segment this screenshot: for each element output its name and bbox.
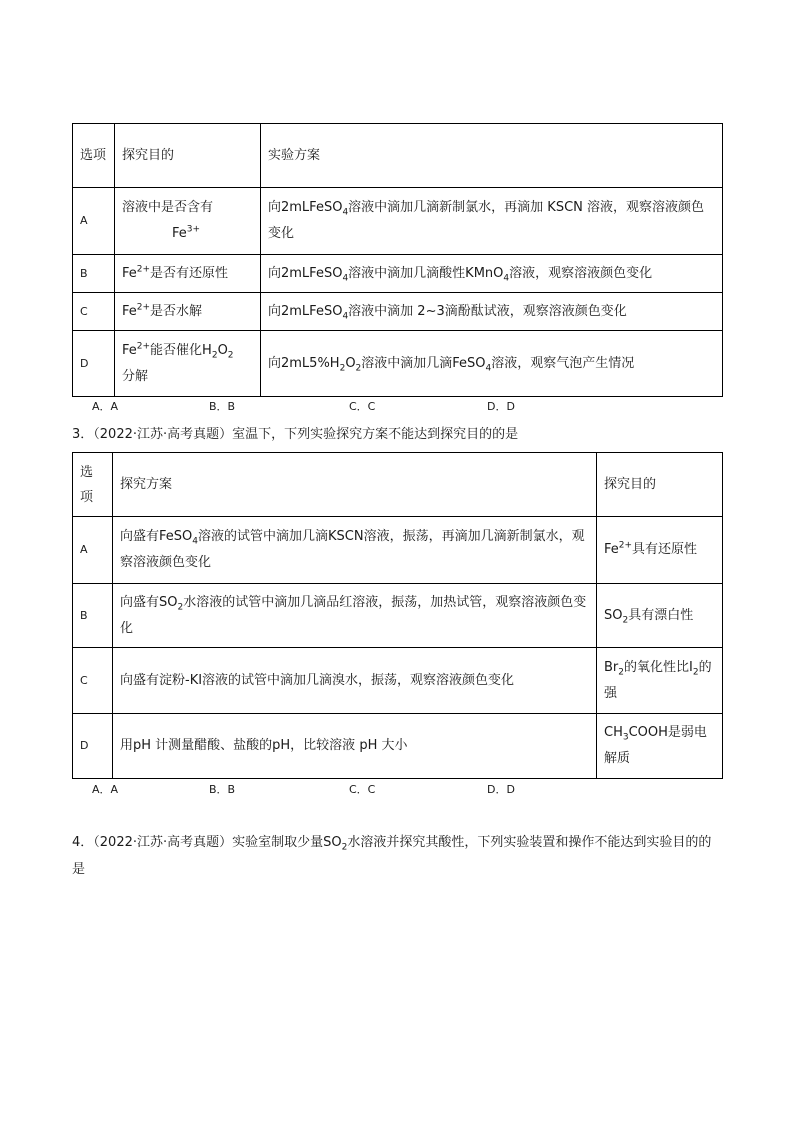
row-label: B	[73, 584, 113, 648]
plan-text: 溶液的试管中滴加几滴KSCN溶液，振荡，再滴加几滴新制氯水，观察溶液颜色变化	[120, 529, 585, 570]
purpose-text: 的强	[604, 659, 712, 701]
row-label: D	[73, 331, 115, 397]
choice-d[interactable]: D．D	[487, 783, 515, 796]
purpose-text: 溶液中是否含有	[122, 200, 214, 215]
choice-c[interactable]: C．C	[349, 400, 376, 413]
table-1	[72, 123, 723, 397]
row-label: D	[73, 714, 113, 779]
subscript: 2	[211, 350, 218, 361]
purpose-text: 是否水解	[150, 303, 203, 319]
purpose-cell	[597, 517, 723, 584]
purpose-cell	[115, 293, 261, 331]
header-purpose: 探究目的	[597, 453, 723, 517]
ion-charge: 2+	[136, 341, 151, 352]
table-row	[73, 188, 723, 255]
purpose-text: 是否有还原性	[150, 265, 229, 281]
ion-charge: 3+	[186, 224, 201, 235]
header-plan: 探究方案	[113, 453, 597, 517]
plan-cell	[261, 293, 723, 331]
purpose-cell	[597, 648, 723, 714]
purpose-text: 的氧化性比I	[624, 659, 693, 675]
plan-text: 溶液，观察气泡产生情况	[491, 355, 635, 371]
question-4-text: 水溶液并探究其酸性，下列实验装置和操作不能达到实验目的的是	[72, 835, 712, 877]
subscript: 4	[342, 311, 349, 322]
ion-charge: 2+	[618, 540, 633, 551]
purpose-cell	[115, 188, 261, 255]
subscript: 2	[341, 842, 348, 853]
row-label: A	[73, 517, 113, 584]
row-label: A	[73, 188, 115, 255]
plan-cell: 向盛有淀粉-KI溶液的试管中滴加几滴溴水，振荡，观察溶液颜色变化	[113, 648, 597, 714]
plan-cell	[261, 331, 723, 397]
plan-text: 向2mLFeSO	[268, 265, 343, 281]
plan-text: 向2mLFeSO	[268, 200, 343, 215]
subscript: 4	[342, 273, 349, 284]
table-1-header-row	[73, 124, 723, 188]
purpose-text: 分解	[122, 368, 149, 384]
plan-text: 向2mLFeSO	[268, 303, 343, 319]
subscript: 2	[692, 667, 699, 678]
subscript: 2	[355, 363, 362, 374]
table-row	[73, 255, 723, 293]
header-purpose: 探究目的	[115, 124, 261, 188]
plan-text: 溶液中滴加几滴新制氯水，再滴加 KSCN 溶液，观察溶液颜色变化	[268, 200, 705, 241]
row-label: C	[73, 648, 113, 714]
question-4-text: 4．（2022·江苏·高考真题）实验室制取少量SO	[72, 835, 342, 850]
choice-c[interactable]: C．C	[349, 783, 376, 796]
plan-text: 溶液中滴加几滴酸性KMnO	[348, 265, 504, 281]
ion-text: Fe	[122, 265, 137, 281]
plan-text: 向盛有SO	[120, 594, 178, 610]
plan-text: 向2mL5%H	[268, 355, 340, 371]
plan-text: 水溶液的试管中滴加几滴品红溶液，振荡，加热试管，观察溶液颜色变化	[120, 594, 587, 636]
subscript: 3	[622, 732, 629, 743]
plan-cell	[113, 584, 597, 648]
purpose-cell	[115, 331, 261, 397]
ion-text: Br	[604, 659, 619, 675]
plan-cell	[261, 188, 723, 255]
purpose-cell	[597, 714, 723, 779]
purpose-text: 具有还原性	[632, 542, 698, 557]
ion-text: Fe	[122, 303, 137, 319]
choice-a[interactable]: A．A	[92, 783, 119, 796]
subscript: 4	[342, 207, 349, 218]
purpose-text: CH	[604, 725, 623, 740]
choice-b[interactable]: B．B	[209, 400, 236, 413]
purpose-text: 具有漂白性	[628, 607, 694, 623]
plan-cell: 用pH 计测量醋酸、盐酸的pH，比较溶液 pH 大小	[113, 714, 597, 779]
table-row	[73, 331, 723, 397]
table-2	[72, 452, 723, 779]
table-row	[73, 648, 723, 714]
plan-cell	[113, 517, 597, 584]
subscript: 2	[227, 350, 234, 361]
plan-text: 溶液中滴加几滴FeSO	[361, 355, 486, 371]
subscript: 2	[622, 615, 629, 626]
plan-text: 向盛有FeSO	[120, 529, 193, 544]
ion-text: Fe	[604, 542, 619, 557]
ion-text: Fe	[172, 226, 187, 241]
subscript: 4	[485, 363, 492, 374]
question-3: 3．（2022·江苏·高考真题）室温下，下列实验探究方案不能达到探究目的的是	[72, 427, 519, 442]
subscript: 2	[177, 602, 184, 613]
purpose-text: COOH是弱电解质	[604, 725, 707, 766]
choice-d[interactable]: D．D	[487, 400, 515, 413]
purpose-cell	[115, 255, 261, 293]
table-row	[73, 293, 723, 331]
purpose-text: 能否催化H	[150, 342, 212, 358]
plan-cell	[261, 255, 723, 293]
plan-text: O	[345, 355, 356, 371]
choice-a[interactable]: A．A	[92, 400, 119, 413]
ion-charge: 2+	[136, 302, 151, 313]
ion-charge: 2+	[136, 264, 151, 275]
header-option: 选项	[73, 124, 115, 188]
subscript: 4	[503, 273, 510, 284]
table-2-header-row	[73, 453, 723, 517]
question-4	[72, 829, 722, 883]
plan-text: 溶液中滴加 2~3滴酚酞试液，观察溶液颜色变化	[348, 303, 627, 319]
purpose-text: O	[217, 342, 228, 358]
header-option: 选项	[73, 453, 113, 517]
table-row	[73, 584, 723, 648]
choice-b[interactable]: B．B	[209, 783, 236, 796]
ion-text: Fe	[122, 342, 137, 358]
table-row	[73, 714, 723, 779]
ion-text: SO	[604, 607, 623, 623]
row-label: B	[73, 255, 115, 293]
subscript: 2	[339, 363, 346, 374]
subscript: 2	[618, 667, 624, 678]
header-plan: 实验方案	[261, 124, 723, 188]
row-label: C	[73, 293, 115, 331]
purpose-cell	[597, 584, 723, 648]
table-row	[73, 517, 723, 584]
plan-text: 溶液，观察溶液颜色变化	[509, 265, 653, 281]
subscript: 4	[192, 536, 198, 547]
